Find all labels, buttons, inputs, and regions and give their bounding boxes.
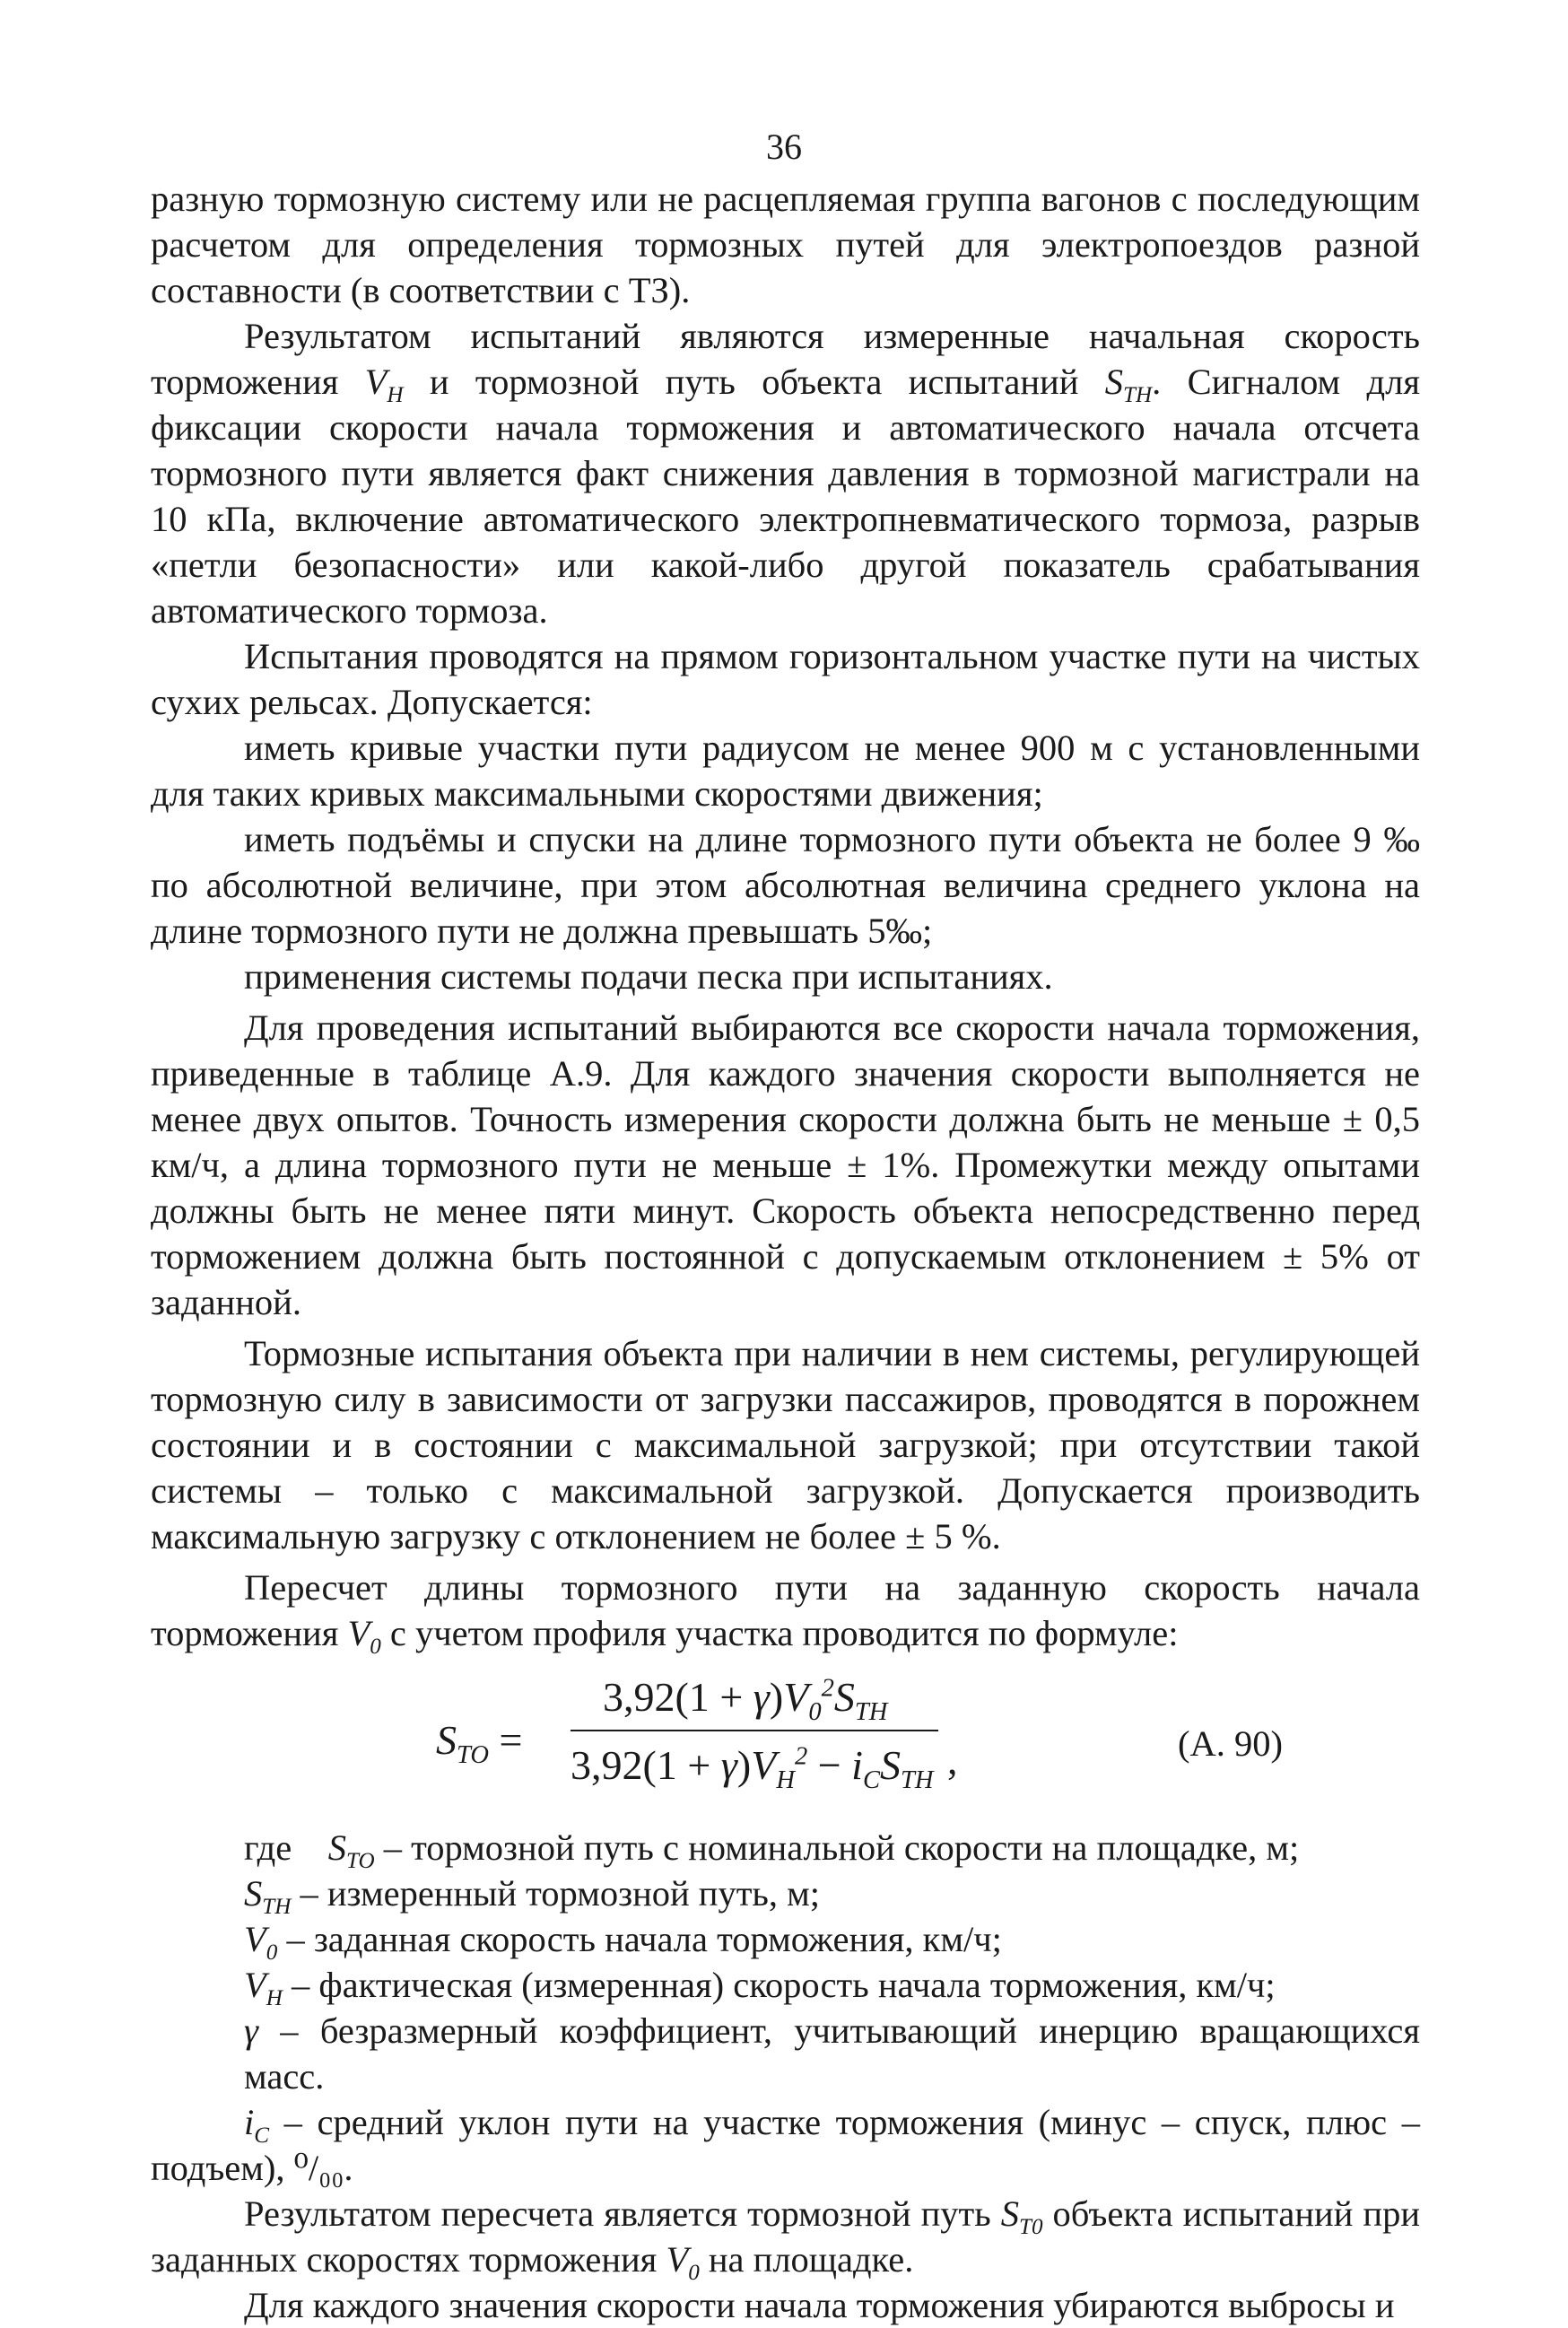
definition-v-0: $V_0$ – заданная скорость начала торможения, км/ч; [244,1919,1002,1966]
formula-number: (А. 90) [1178,1723,1283,1764]
paragraph-6: применения системы подачи песка при испытаниях. [244,956,1053,997]
paragraph-10: Результатом пересчета является тормозной путь $S_{T0}$ объекта испытаний при заданных скоростях торможения $V_0$ на площадке. [151,2193,1421,2286]
formula-a90 [151,1674,1420,1809]
fraction-bar [571,1730,938,1731]
paragraph-5: иметь подъёмы и спуски на длине тормозного пути объекта не более 9 ‰ по абсолютной величине, при этом абсолютная величина среднего уклона на длине тормозного пути не должна превышать 5‰; [151,819,1420,951]
formula-numerator: $3,92(1 + \gamma)V_0^2S_{TH}$ [603,1674,888,1727]
paragraph-1: разную тормозную систему или не расцепляемая группа вагонов с последующим расчетом для определения тормозных путей для электропоездов разной составности (в соответствии с ТЗ). [151,179,1420,310]
paragraph-7: Для проведения испытаний выбираются все скорости начала торможения, приведенные в таблице А.9. Для каждого значения скорости выполняется не менее двух опытов. Точность измерения скорости должна быть не меньше ± 0,5 км/ч, а длина тормозного пути не меньше ± 1%. Промежутки между опытами должны быть не менее пяти минут. Скорость объекта непосредственно перед торможением должна быть постоянной с допускаемым отклонением ± 5% от заданной. [151,1007,1420,1322]
symbol-v-0: $V_0$ [347,1613,381,1660]
formula-denominator: $3,92(1 + \gamma)V_H^2 - i_CS_{TH}$ [571,1742,934,1795]
page-number: 36 [766,126,802,167]
definition-s-th: $S_{TH}$ – измеренный тормозной путь, м; [244,1873,821,1920]
definition-s-to: где $S_{TO}$ – тормозной путь с номинальной скорости на площадке, м; [244,1827,1300,1874]
paragraph-4: иметь кривые участки пути радиусом не менее 900 м с установленными для таких кривых максимальными скоростями движения; [151,728,1420,814]
definition-i-c: $i_C$ – средний уклон пути на участке торможения (минус – спуск, плюс – подъем), ⁰/₀₀. [151,2102,1420,2188]
formula-lhs: $S_{TO}$ = [436,1717,523,1770]
paragraph-9: Пересчет длины тормозного пути на заданную скорость начала торможения $V_0$ с учетом профиля участка проводится по формуле: [151,1567,1420,1660]
symbol-v-h: $V_H$ [364,362,404,408]
symbol-s-t0: $S_{T0}$ [1000,2193,1043,2240]
definition-gamma: γ – безразмерный коэффициент, учитывающий инерцию вращающихся масс. [244,2010,1420,2097]
symbol-s-th: $S_{TH}$ [1104,362,1153,408]
definition-v-h: $V_H$ – фактическая (измеренная) скорость начала торможения, км/ч; [244,1965,1276,2011]
body-text [151,176,1420,2328]
paragraph-11: Для каждого значения скорости начала торможения убираются выбросы и [244,2285,1395,2325]
paragraph-2: Результатом испытаний являются измеренные начальная скорость торможения $V_H$ и тормозной путь объекта испытаний $S_{TH}$. Сигналом для фиксации скорости начала торможения и автоматического начала отсчета тормозного пути является факт снижения давления в тормозной магистрали на 10 кПа, включение автоматического электропневматического тормоза, разрыв «петли безопасности» или какой-либо другой показатель срабатывания автоматического тормоза. [151,316,1420,631]
formula-comma: , [947,1737,958,1783]
symbol-v-0: $V_0$ [666,2239,700,2286]
paragraph-8: Тормозные испытания объекта при наличии в нем системы, регулирующей тормозную силу в зависимости от загрузки пассажиров, проводятся в порожнем состоянии и в состоянии с максимальной загрузкой; при отсутствии такой системы – только с максимальной загрузкой. Допускается производить максимальную загрузку с отклонением не более ± 5 %. [151,1333,1420,1556]
paragraph-3: Испытания проводятся на прямом горизонтальном участке пути на чистых сухих рельсах. Допускается: [151,636,1420,722]
